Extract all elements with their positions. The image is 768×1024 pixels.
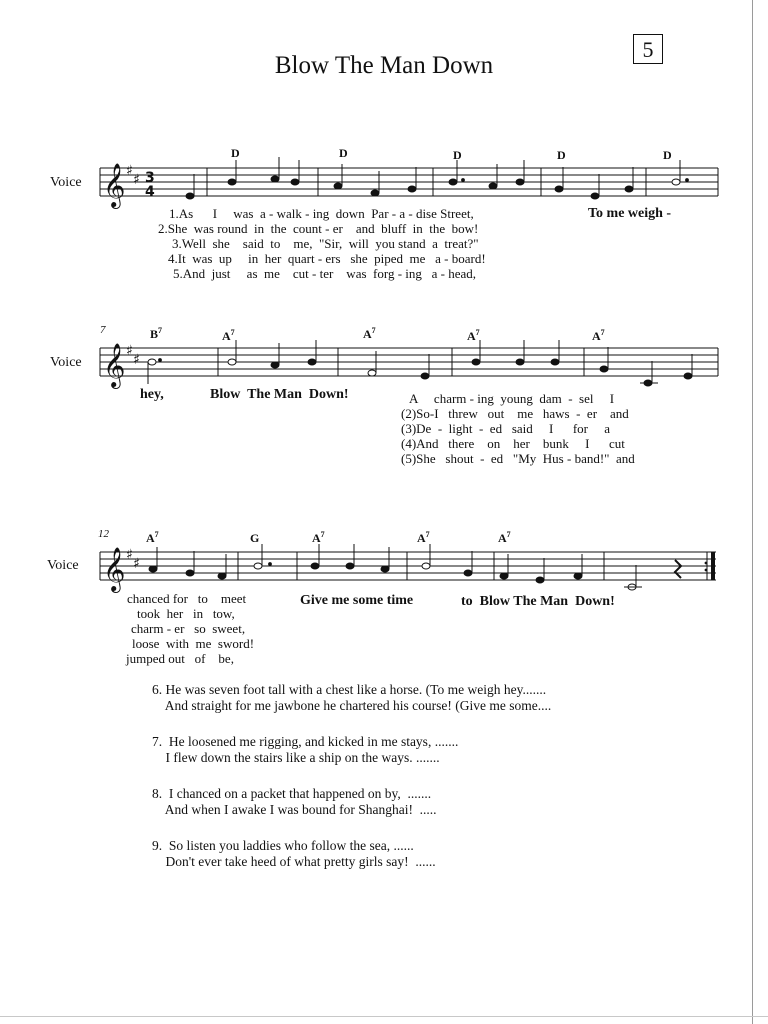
verse-line: 6. He was seven foot tall with a chest like a horse. (To me weigh hey.......: [152, 682, 547, 697]
verse-line: 8. I chanced on a packet that happened on by, .......: [152, 786, 432, 801]
verse-lyric-line: 5.And just as me cut - ter was forg - ing a - head,: [173, 266, 477, 281]
refrain-lyric: Blow The Man Down!: [210, 387, 349, 402]
instrument-label: Voice: [47, 558, 79, 573]
chord-symbol: $A^7$: [592, 328, 605, 343]
chord-symbol: D: [231, 146, 240, 160]
chord-symbol: $A^7$: [363, 326, 376, 341]
verse-lyric-line: 2.She was round in the count - er and bluff in the bow!: [158, 221, 479, 236]
verse-line: Don't ever take heed of what pretty girls say! ......: [152, 854, 436, 869]
chord-symbol: $A^7$: [222, 328, 235, 343]
verse-block: [152, 838, 551, 870]
verse-lyric-line: jumped out of be,: [126, 651, 234, 666]
verse-lyric-line: took her in tow,: [137, 606, 235, 621]
instrument-label: Voice: [50, 355, 82, 370]
page-number-box: 5: [633, 34, 663, 64]
refrain-lyric: Give me some time: [300, 593, 414, 608]
verse-line: And straight for me jawbone he chartered his course! (Give me some....: [152, 698, 552, 713]
verse-line: I flew down the stairs like a ship on the ways. .......: [152, 750, 440, 765]
chord-symbol: D: [339, 146, 348, 160]
chord-symbol: D: [453, 148, 462, 162]
verse-lyric-line: (2)So-I threw out me haws - er and: [401, 406, 629, 421]
verse-lyric-line: A charm - ing young dam - sel I: [409, 391, 615, 406]
verse-line: 7. He loosened me rigging, and kicked in me stays, .......: [152, 734, 459, 749]
treble-clef-icon: 𝄞: [103, 163, 126, 207]
instrument-label: Voice: [50, 175, 82, 190]
verse-lyric-line: (5)She shout - ed "My Hus - band!" and: [401, 451, 635, 466]
song-title: Blow The Man Down: [274, 52, 494, 79]
verse-lyric-line: charm - er so sweet,: [131, 621, 246, 636]
refrain-text: To me weigh -: [588, 206, 672, 221]
verse-block: [152, 786, 551, 818]
chord-symbol: G: [250, 531, 260, 545]
svg-text:♯: ♯: [133, 172, 140, 188]
chord-symbol: $A^7$: [312, 530, 325, 545]
measure-number: 12: [98, 528, 109, 540]
svg-text:♯: ♯: [133, 352, 140, 368]
chord-symbol: D: [663, 148, 672, 162]
refrain-lyric: to Blow The Man Down!: [461, 594, 615, 609]
verse-lyric-line: 1.As I was a - walk - ing down Par - a - dise Street,: [169, 206, 474, 221]
verse-block: [152, 734, 551, 766]
verse-lyric-line: 3.Well she said to me, "Sir, will you stand a treat?": [172, 236, 479, 251]
svg-text:4: 4: [145, 184, 155, 200]
treble-clef-icon: 𝄞: [103, 343, 126, 387]
svg-text:♯: ♯: [126, 343, 133, 359]
verse-block: [152, 682, 551, 714]
svg-text:♯: ♯: [126, 163, 133, 179]
svg-text:♯: ♯: [133, 556, 140, 572]
chord-symbol: D: [557, 148, 566, 162]
verse-line: 9. So listen you laddies who follow the sea, ......: [152, 838, 414, 853]
additional-verses: [152, 682, 551, 890]
verse-line: And when I awake I was bound for Shanghai! .....: [152, 802, 437, 817]
chord-symbol: $A^7$: [467, 328, 480, 343]
verse-lyric-line: 4.It was up in her quart - ers she piped me a - board!: [168, 251, 486, 266]
refrain-lyric: [588, 205, 671, 221]
chord-symbol: $A^7$: [146, 530, 159, 545]
chord-symbol: $B^7$: [150, 326, 163, 341]
chord-symbol: $A^7$: [498, 530, 511, 545]
measure-number: 7: [100, 324, 106, 336]
svg-text:♯: ♯: [126, 547, 133, 563]
chord-symbol: $A^7$: [417, 530, 430, 545]
verse-lyric-line: loose with me sword!: [132, 636, 255, 651]
refrain-lyric: hey,: [140, 387, 164, 402]
svg-text:3: 3: [145, 170, 155, 186]
verse-lyric-line: (4)And there on her bunk I cut: [401, 436, 625, 451]
treble-clef-icon: 𝄞: [103, 547, 126, 591]
verse-lyric-line: (3)De - light - ed said I for a: [401, 421, 611, 436]
verse-lyric-line: chanced for to meet: [127, 591, 247, 606]
